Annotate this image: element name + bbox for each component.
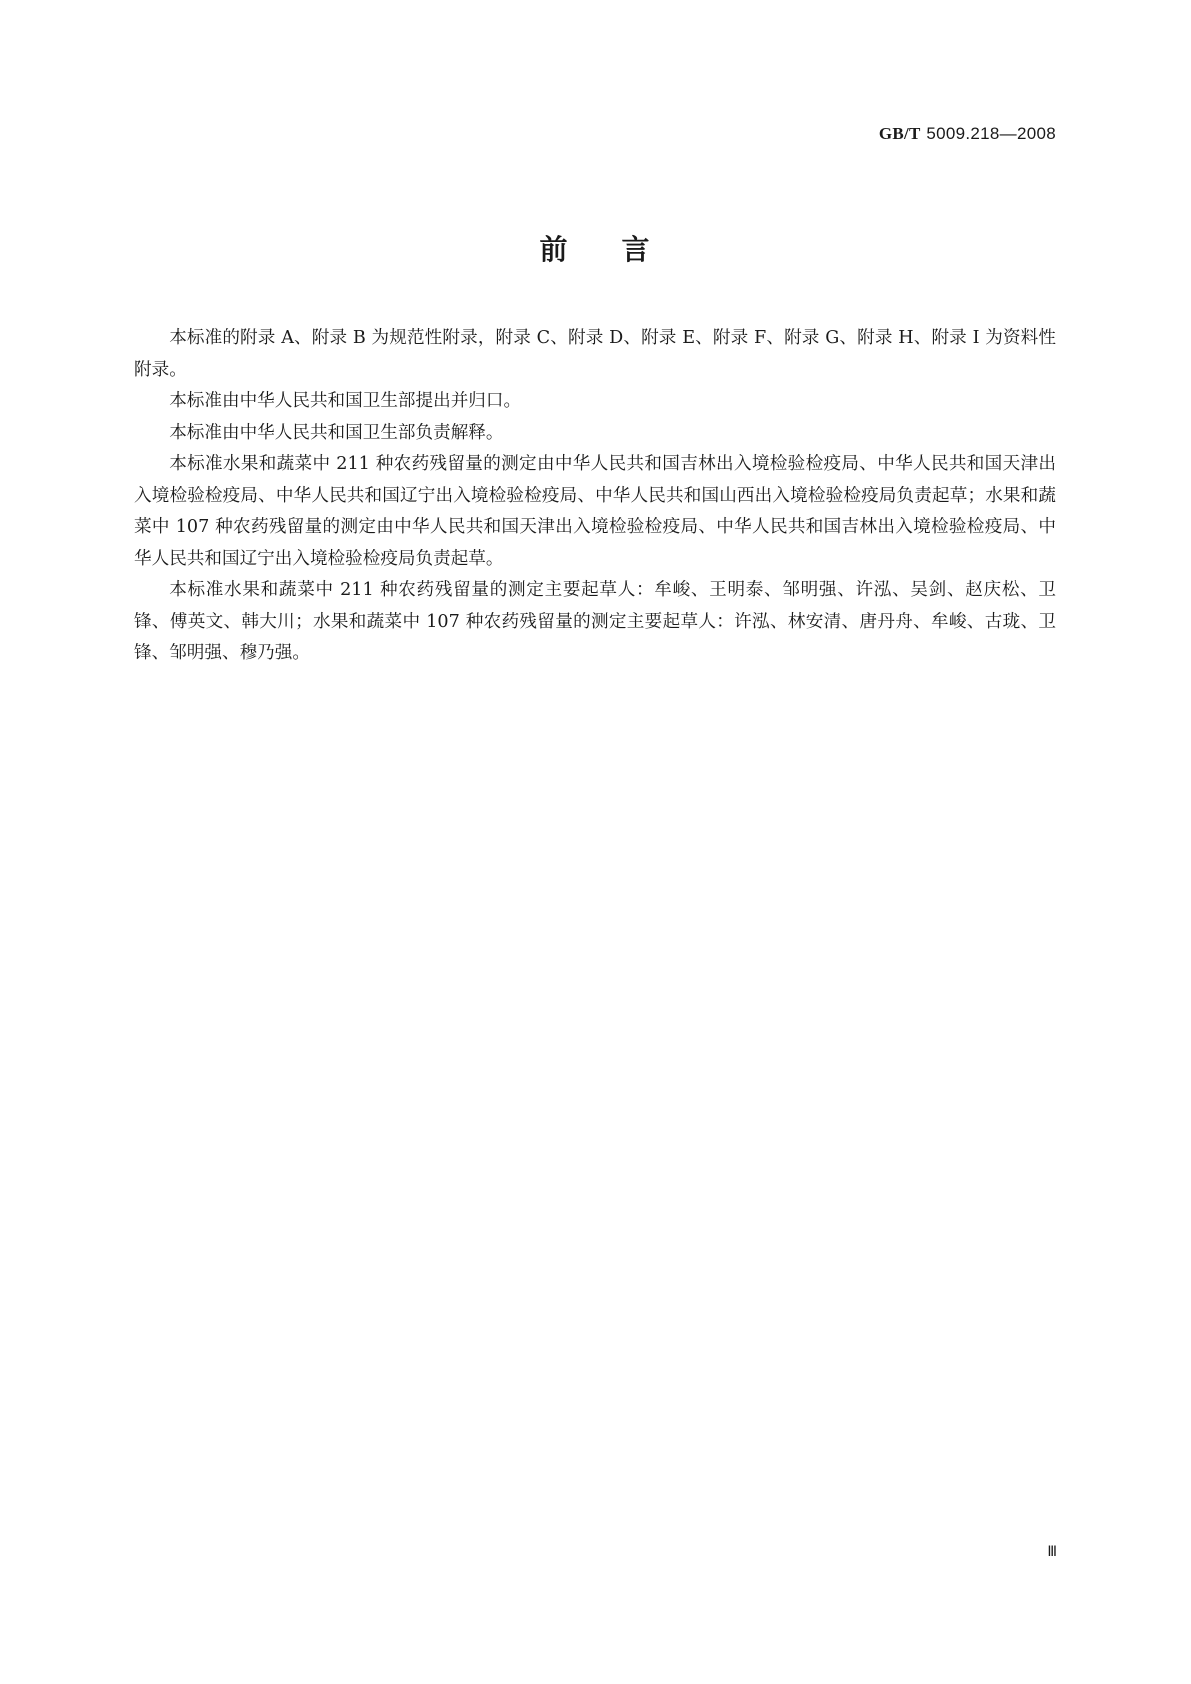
paragraph-drafters: 本标准水果和蔬菜中 211 种农药残留量的测定主要起草人：牟峻、王明泰、邹明强、许泓、吴剑、赵庆松、卫锋、傅英文、韩大川；水果和蔬菜中 107 种农药残留量的测定主要起草人：许泓、林安清、唐丹舟、牟峻、古珑、卫锋、邹明强、穆乃强。 bbox=[134, 580, 1056, 663]
page-title bbox=[0, 228, 1191, 268]
paragraph-drafting-units: 本标准水果和蔬菜中 211 种农药残留量的测定由中华人民共和国吉林出入境检验检疫局、中华人民共和国天津出入境检验检疫局、中华人民共和国辽宁出入境检验检疫局、中华人民共和国山西出入境检验检疫局负责起草；水果和蔬菜中 107 种农药残留量的测定由中华人民共和国天津出入境检验检疫局、中华人民共和国吉林出入境检验检疫局、中华人民共和国辽宁出入境检验检疫局负责起草。 bbox=[134, 454, 1056, 569]
preface-body bbox=[134, 323, 1056, 670]
paragraph-appendix-note: 本标准的附录 A、附录 B 为规范性附录，附录 C、附录 D、附录 E、附录 F、附录 G、附录 H、附录 I 为资料性附录。 bbox=[134, 328, 1056, 380]
page-title-char-1: 前 bbox=[539, 233, 570, 266]
standard-code bbox=[879, 124, 1056, 144]
standard-code-number: 5009.218—2008 bbox=[926, 124, 1056, 143]
standard-code-prefix: GB/T bbox=[878, 124, 921, 143]
page-number: Ⅲ bbox=[1047, 1544, 1056, 1560]
paragraph-proposer: 本标准由中华人民共和国卫生部提出并归口。 bbox=[169, 391, 522, 411]
paragraph-interpretation: 本标准由中华人民共和国卫生部负责解释。 bbox=[169, 422, 504, 443]
page-title-char-2: 言 bbox=[621, 233, 652, 266]
